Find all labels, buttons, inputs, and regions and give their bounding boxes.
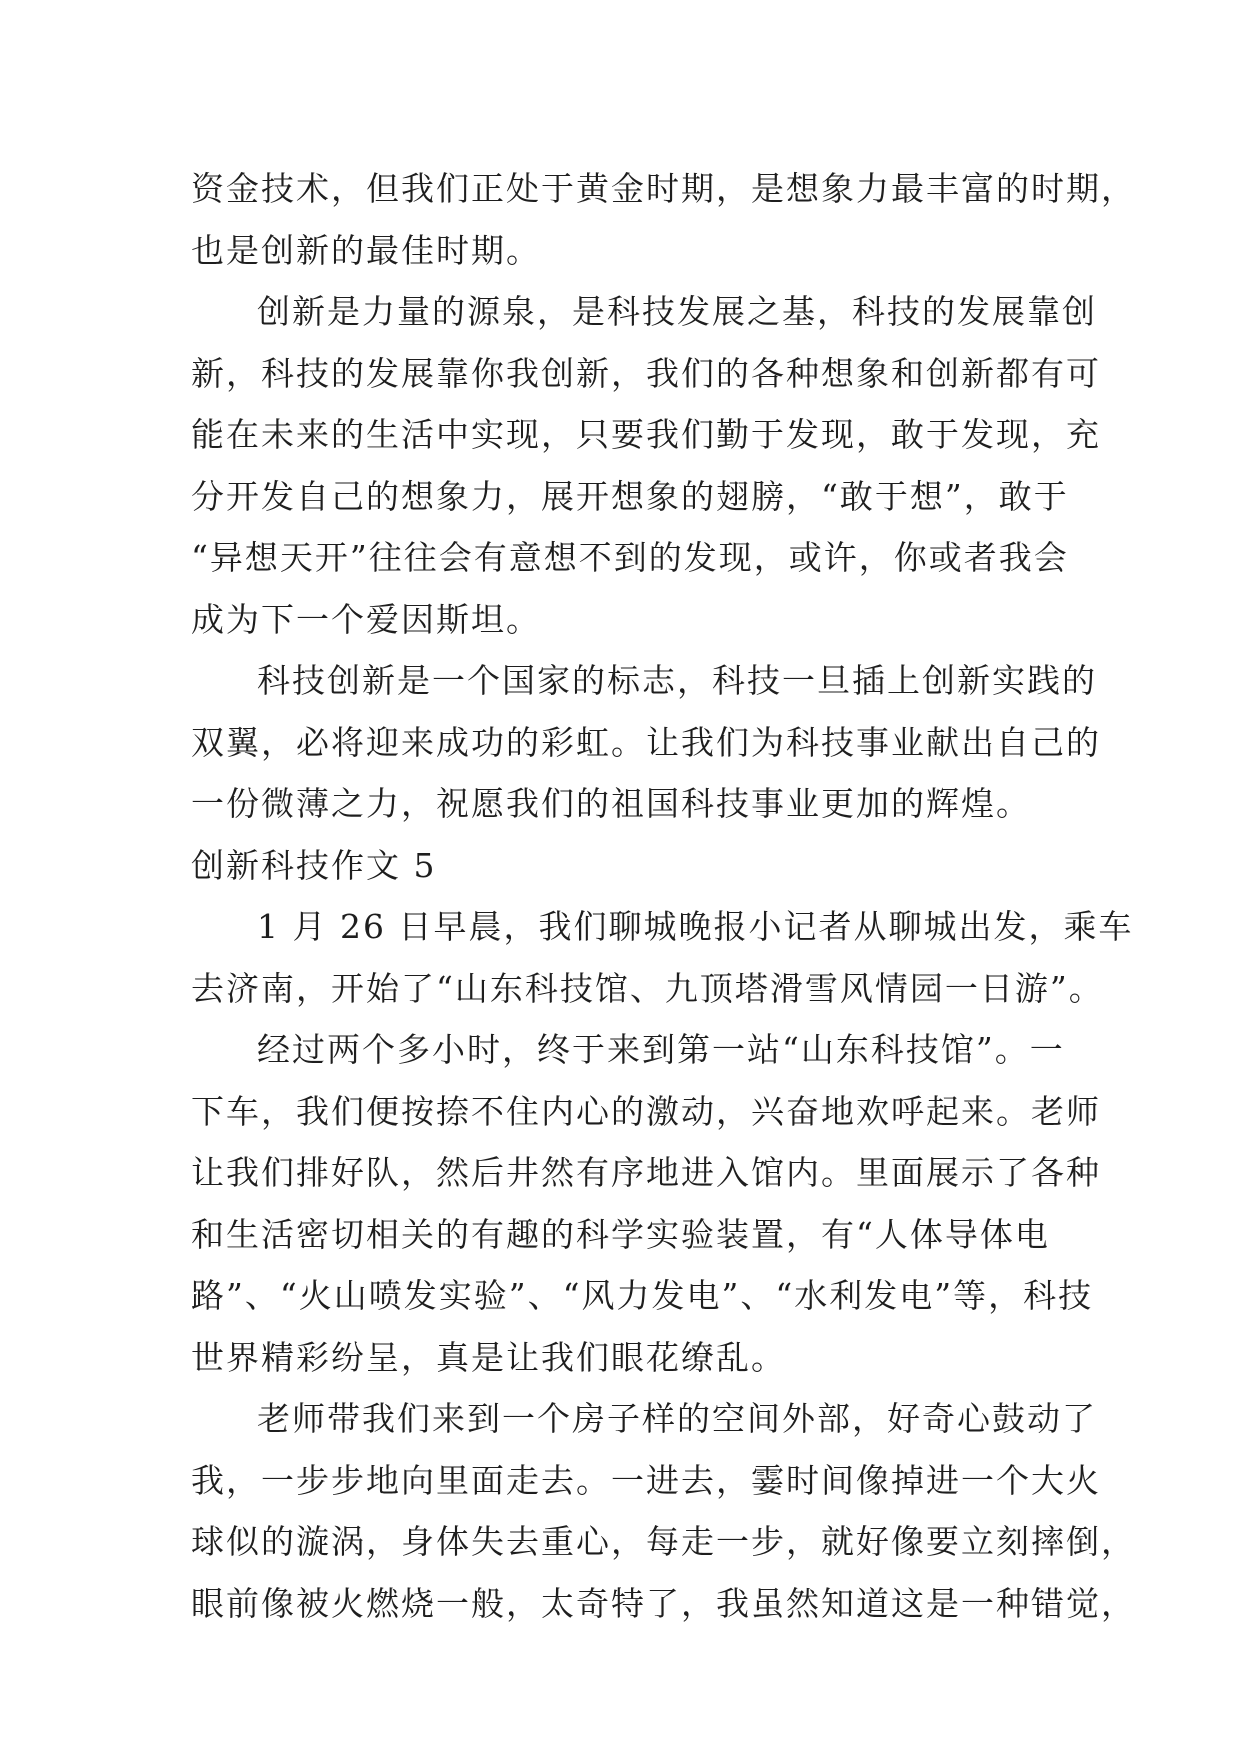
text-line: 一份微薄之力，祝愿我们的祖国科技事业更加的辉煌。	[191, 784, 1031, 823]
text-line: 球似的漩涡，身体失去重心，每走一步，就好像要立刻摔倒，	[191, 1522, 1136, 1561]
text-line: 老师带我们来到一个房子样的空间外部，好奇心鼓动了	[257, 1399, 1097, 1438]
text-line: 世界精彩纷呈，真是让我们眼花缭乱。	[191, 1337, 786, 1377]
text-line: 分开发自己的想象力，展开想象的翅膀，“敢于想”，敢于	[191, 476, 1069, 516]
paragraph	[191, 896, 1134, 1019]
text-line: 眼前像被火燃烧一般，太奇特了，我虽然知道这是一种错觉，	[191, 1583, 1136, 1623]
document-body	[191, 158, 1136, 1634]
text-line: 创新是力量的源泉，是科技发展之基，科技的发展靠创	[257, 292, 1097, 331]
text-line: 新，科技的发展靠你我创新，我们的各种想象和创新都有可	[191, 353, 1101, 393]
paragraph-continuation	[191, 158, 1136, 281]
text-line: 科技创新是一个国家的标志，科技一旦插上创新实践的	[257, 661, 1097, 700]
paragraph	[191, 1019, 1101, 1388]
paragraph	[191, 281, 1101, 650]
text-line: 下车，我们便按捺不住内心的激动，兴奋地欢呼起来。老师	[191, 1091, 1101, 1131]
text-line: 去济南，开始了“山东科技馆、九顶塔滑雪风情园一日游”。	[191, 968, 1104, 1008]
text-line: 我，一步步地向里面走去。一进去，霎时间像掉进一个大火	[191, 1460, 1101, 1500]
text-line: 经过两个多小时，终于来到第一站“山东科技馆”。一	[257, 1030, 1065, 1069]
text-line: “异想天开”往往会有意想不到的发现，或许，你或者我会	[191, 538, 1069, 577]
text-line: 资金技术，但我们正处于黄金时期，是想象力最丰富的时期，	[191, 169, 1136, 208]
text-line: 让我们排好队，然后井然有序地进入馆内。里面展示了各种	[191, 1153, 1101, 1192]
text-line: 成为下一个爱因斯坦。	[191, 599, 541, 639]
text-line: 和生活密切相关的有趣的科学实验装置，有“人体导体电	[191, 1214, 1050, 1254]
paragraph	[191, 1388, 1136, 1634]
text-line: 路”、“火山喷发实验”、“风力发电”、“水利发电”等，科技	[191, 1276, 1094, 1315]
paragraph	[191, 650, 1101, 835]
text-line: 1 月 26 日早晨，我们聊城晚报小记者从聊城出发，乘车	[257, 907, 1134, 946]
text-line: 能在未来的生活中实现，只要我们勤于发现，敢于发现，充	[191, 415, 1101, 454]
section-heading: 创新科技作文 5	[191, 845, 437, 885]
text-line: 也是创新的最佳时期。	[191, 230, 541, 270]
text-line: 双翼，必将迎来成功的彩虹。让我们为科技事业献出自己的	[191, 722, 1101, 762]
